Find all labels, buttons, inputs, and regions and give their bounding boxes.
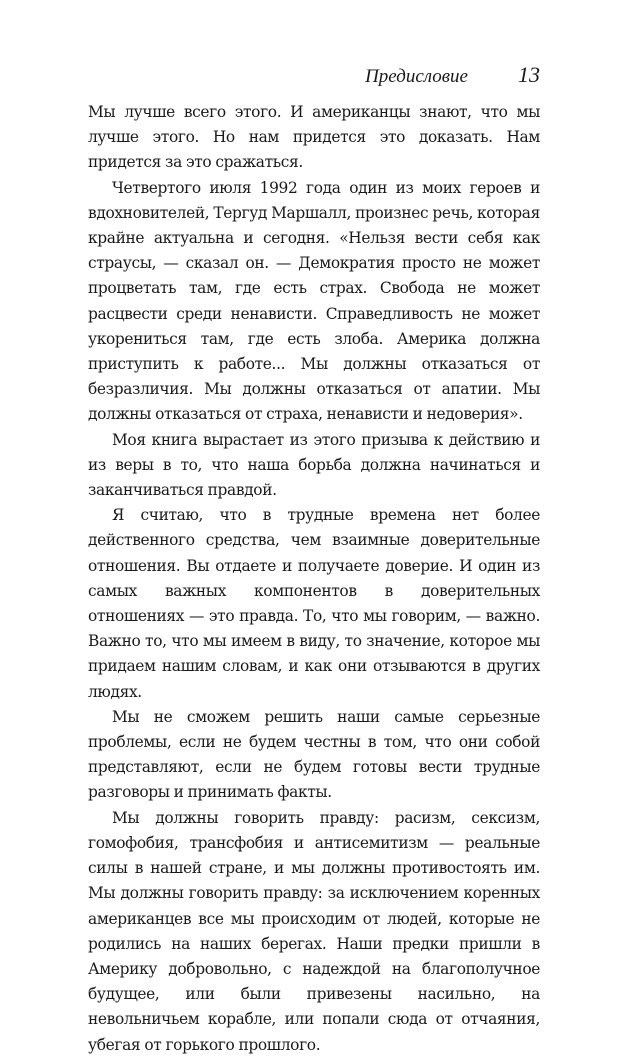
paragraph-1: Мы лучше всего этого. И американцы знают, что мы лучше этого. Но нам придется это доказать. Нам придется за это сражаться.: [88, 103, 540, 172]
section-title: Предисловие: [365, 66, 468, 87]
paragraph-5: Мы не сможем решить наши самые серьезные проблемы, если не будем честны в том, что они собой представляют, если не будем готовы вести трудные разговоры и принимать факты.: [88, 707, 540, 802]
paragraph-3: Моя книга вырастает из этого призыва к действию и из веры в то, что наша борьба должна начинаться и заканчиваться правдой.: [88, 430, 540, 500]
page-number: 13: [518, 62, 540, 87]
paragraph-2: Четвертого июля 1992 года один из моих героев и вдохновителей, Тергуд Маршалл, произнес речь, которая крайне актуальна и сегодня. «Нельзя вести себя как страусы, — сказал он. — Демократия просто не может процветать там, где есть страх. Свобода не может расцвести среди ненависти. Справедливость не может укорениться там, где есть злоба. Америка должна приступить к работе... Мы должны отказаться от безразличия. Мы должны отказаться от апатии. Мы должны отказаться от страха, ненависти и недоверия».: [88, 178, 540, 424]
running-header: [88, 62, 540, 92]
body-text: [88, 100, 540, 1058]
paragraph-6: Мы должны говорить правду: расизм, сексизм, гомофобия, трансфобия и антисемитизм — реальные силы в нашей стране, и мы должны противостоять им. Мы должны говорить правду: за исключением коренных американцев все мы происходим от людей, которые не родились на наших берегах. Наши предки пришли в Америку добровольно, с надеждой на благополучное будущее, или были привезены насильно, на невольничьем корабле, или попали сюда от отчаяния, убегая от горького прошлого.: [88, 808, 540, 1054]
paragraph-4: Я считаю, что в трудные времена нет более действенного средства, чем взаимные доверительные отношения. Вы отдаете и получаете доверие. И один из самых важных компонентов в доверительных отношениях — это правда. То, что мы говорим, — важно. Важно то, что мы имеем в виду, то значение, которое мы придаем нашим словам, и как они отзываются в других людях.: [88, 506, 540, 701]
